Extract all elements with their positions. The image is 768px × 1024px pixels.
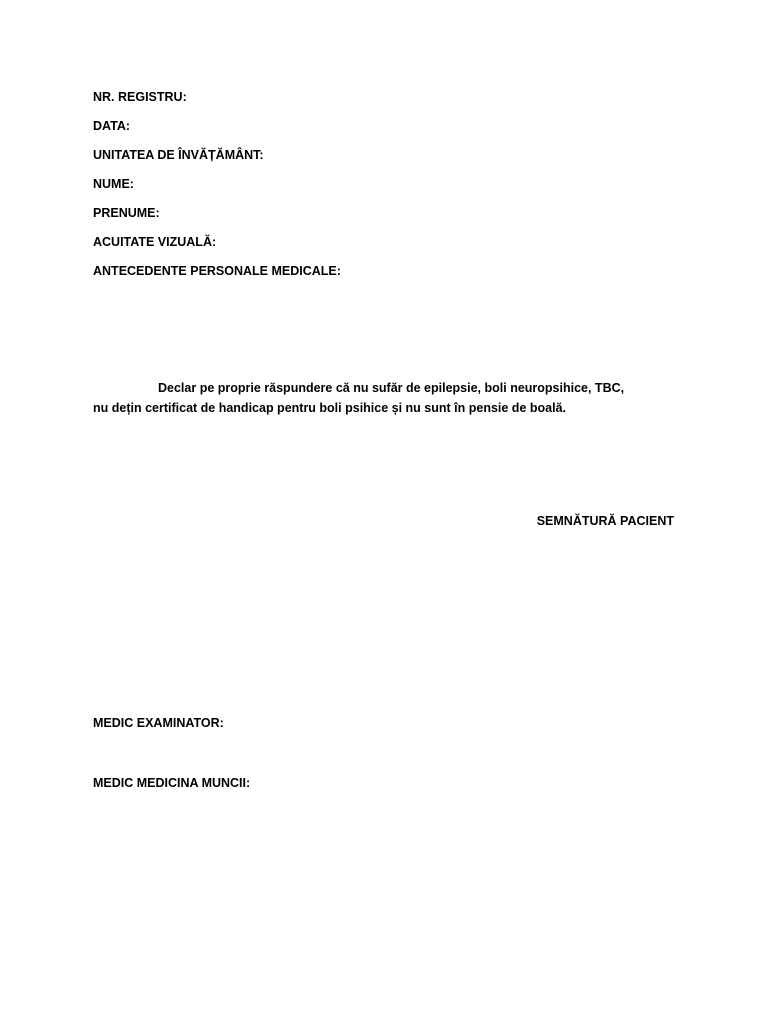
last-name-label: NUME: [93, 177, 134, 191]
registry-number-label: NR. REGISTRU: [93, 90, 187, 104]
patient-signature-label: SEMNĂTURĂ PACIENT [536, 514, 674, 528]
declaration-line-1: Declar pe proprie răspundere că nu sufăr de epilepsie, boli neuropsihice, TBC, [158, 381, 625, 395]
medical-history-label: ANTECEDENTE PERSONALE MEDICALE: [93, 264, 341, 278]
visual-acuity-label: ACUITATE VIZUALĂ: [93, 235, 217, 249]
occupational-doctor-label: MEDIC MEDICINA MUNCII: [93, 776, 251, 790]
declaration-paragraph [93, 378, 683, 418]
examining-doctor-label: MEDIC EXAMINATOR: [93, 716, 224, 730]
date-label: DATA: [93, 119, 131, 133]
school-unit-label: UNITATEA DE ÎNVĂȚĂMÂNT: [93, 148, 264, 162]
first-name-label: PRENUME: [93, 206, 160, 220]
declaration-line-2: nu dețin certificat de handicap pentru boli psihice și nu sunt în pensie de boală. [93, 401, 566, 415]
